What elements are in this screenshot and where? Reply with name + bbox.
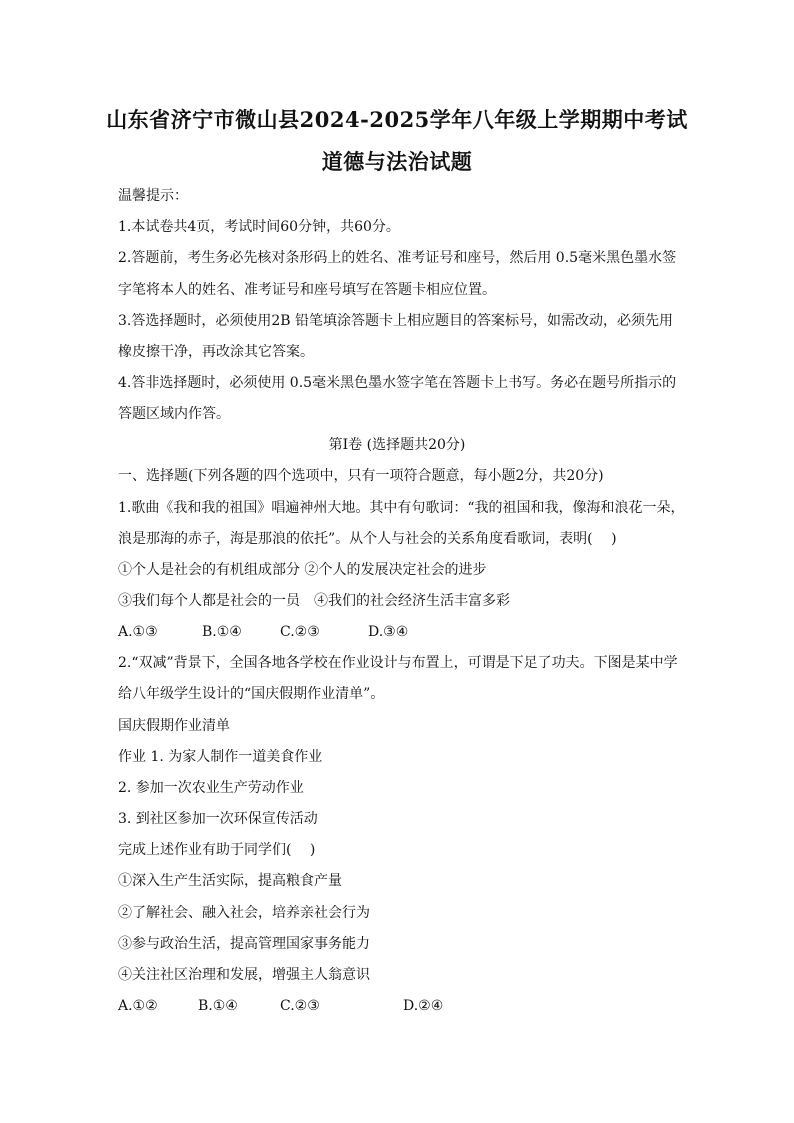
q2-option-b[interactable]: B.①④ xyxy=(198,998,238,1014)
q1-option-b[interactable]: B.①④ xyxy=(202,624,242,640)
q2-list-item: 2. 参加一次农业生产劳动作业 xyxy=(118,780,304,796)
q2-list-item: 3. 到社区参加一次环保宣传活动 xyxy=(118,811,318,827)
q2-list-item: 作业 1. 为家人制作一道美食作业 xyxy=(118,749,323,765)
q1-option-c[interactable]: C.②③ xyxy=(280,624,320,640)
notice-line: 4.答非选择题时，必须使用 0.5毫米黑色墨水签字笔在答题卡上书写。务必在题号所指示的 xyxy=(118,375,677,391)
q1-statement: ③我们每个人都是社会的一员 ④我们的社会经济生活丰富多彩 xyxy=(118,593,510,609)
q1-option-a[interactable]: A.①③ xyxy=(118,624,158,640)
q1-option-d[interactable]: D.③④ xyxy=(368,624,409,640)
q2-statement: ④关注社区治理和发展，增强主人翁意识 xyxy=(118,967,370,983)
exam-title: 山东省济宁市微山县2024-2025学年八年级上学期期中考试 xyxy=(106,107,688,132)
notice-line: 2.答题前，考生务必先核对条形码上的姓名、准考证号和座号，然后用 0.5毫米黑色墨水签 xyxy=(118,250,677,266)
section-instruction: 一、选择题(下列各题的四个选项中，只有一项符合题意，每小题2分，共20分) xyxy=(118,468,604,484)
notice-heading: 温馨提示： xyxy=(118,188,188,204)
q2-statement: ③参与政治生活，提高管理国家事务能力 xyxy=(118,936,370,952)
notice-line: 字笔将本人的姓名、准考证号和座号填写在答题卡相应位置。 xyxy=(118,282,496,298)
q1-stem: 1.歌曲《我和我的祖国》唱遍神州大地。其中有句歌词：“我的祖国和我，像海和浪花一朵， xyxy=(118,500,685,516)
q2-statement: ①深入生产生活实际，提高粮食产量 xyxy=(118,873,342,889)
q2-option-d[interactable]: D.②④ xyxy=(403,998,444,1014)
q1-statement: ①个人是社会的有机组成部分 ②个人的发展决定社会的进步 xyxy=(118,562,487,578)
q2-statement: ②了解社会、融入社会，培养亲社会行为 xyxy=(118,905,370,921)
q2-option-c[interactable]: C.②③ xyxy=(280,998,320,1014)
q2-question: 完成上述作业有助于同学们( ) xyxy=(118,842,316,858)
q1-stem: 浪是那海的赤子，海是那浪的依托”。从个人与社会的关系角度看歌词，表明( ) xyxy=(118,531,617,547)
notice-line: 答题区域内作答。 xyxy=(118,406,230,422)
notice-line: 3.答选择题时，必须使用2B 铅笔填涂答题卡上相应题目的答案标号，如需改动，必须先用 xyxy=(118,313,674,329)
notice-line: 1.本试卷共4页，考试时间60分钟，共60分。 xyxy=(118,219,400,235)
notice-line: 橡皮擦干净，再改涂其它答案。 xyxy=(118,344,314,360)
q2-option-a[interactable]: A.①② xyxy=(118,998,158,1014)
q2-stem: 2.“双减”背景下，全国各地各学校在作业设计与布置上，可谓是下足了功夫。下图是某中学 xyxy=(118,655,678,671)
exam-subtitle: 道德与法治试题 xyxy=(321,149,473,174)
section-title: 第Ⅰ卷 (选择题共20分) xyxy=(328,437,466,453)
q2-stem: 给八年级学生设计的“国庆假期作业清单”。 xyxy=(118,686,385,702)
q2-list-title: 国庆假期作业清单 xyxy=(118,718,230,734)
